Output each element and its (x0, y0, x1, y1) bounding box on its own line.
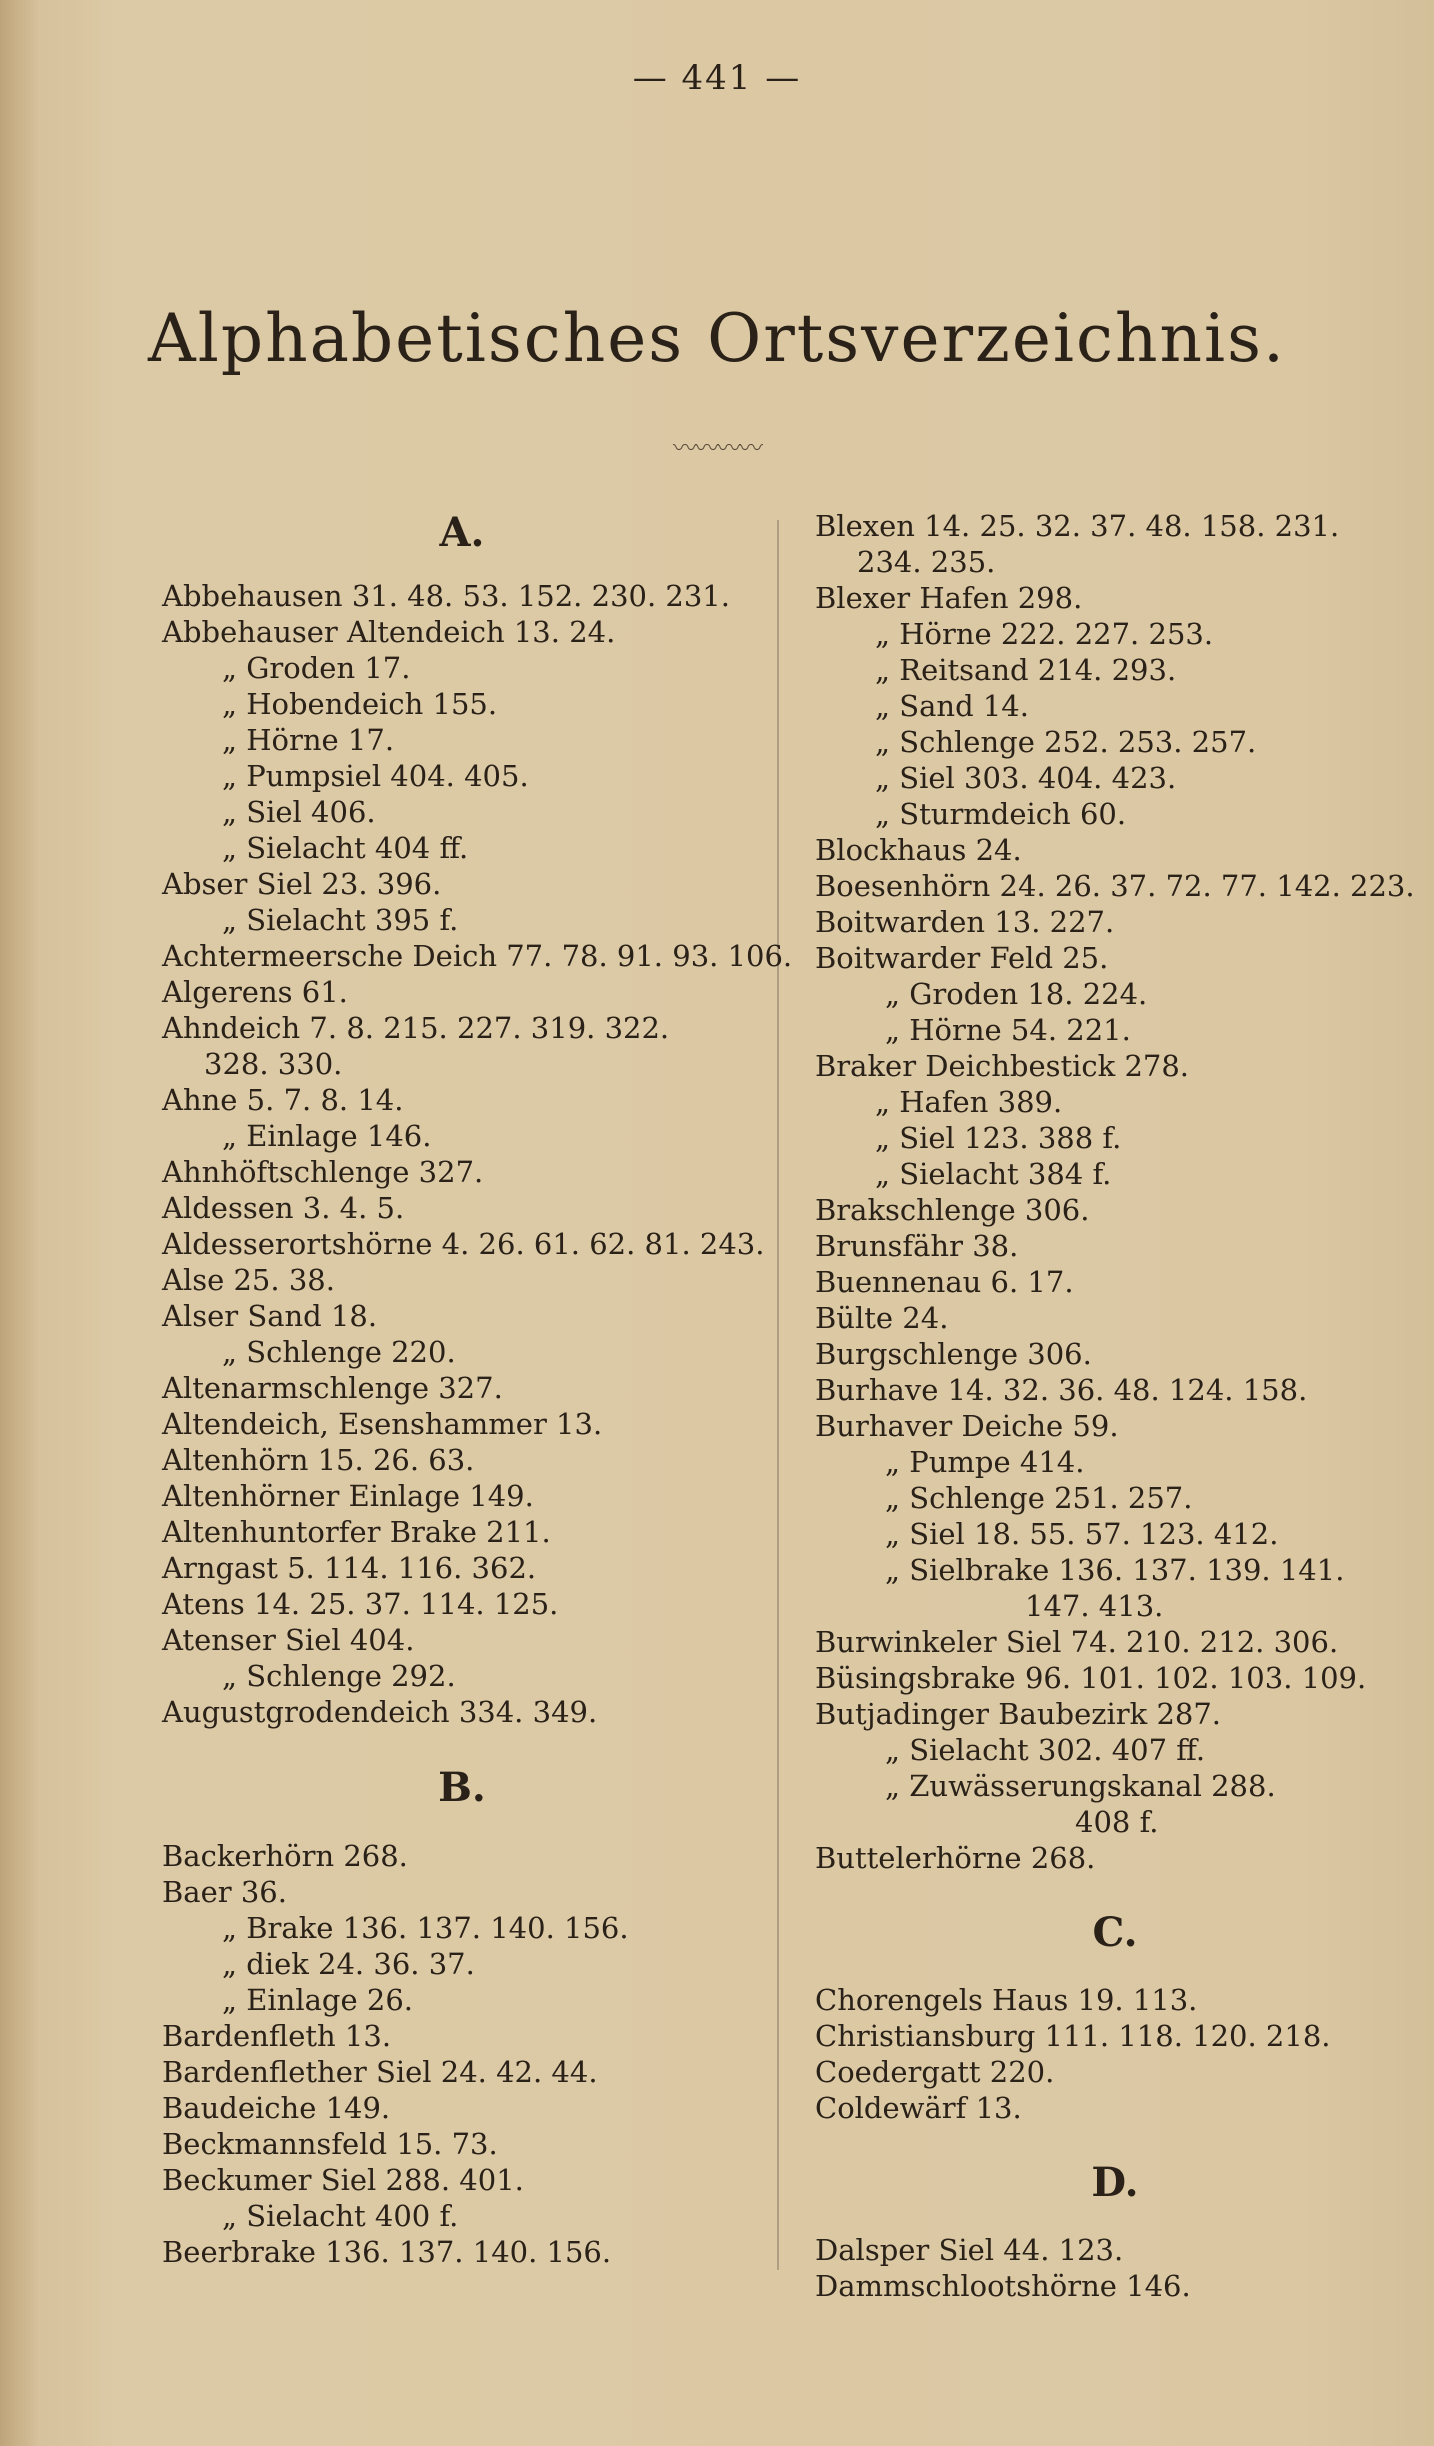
index-subentry: „ Einlage 26. (222, 1983, 413, 2017)
index-entry: Büsingsbrake 96. 101. 102. 103. 109. (815, 1661, 1367, 1695)
index-entry: Bardenflether Siel 24. 42. 44. (162, 2055, 598, 2089)
index-entry: Altendeich, Esenshammer 13. (162, 1407, 603, 1441)
index-entry: Christiansburg 111. 118. 120. 218. (815, 2019, 1331, 2053)
index-entry: Alser Sand 18. (162, 1299, 378, 1333)
index-entry: Burgschlenge 306. (815, 1337, 1092, 1371)
index-entry: Burwinkeler Siel 74. 210. 212. 306. (815, 1625, 1339, 1659)
page-number: — 441 — (632, 58, 802, 98)
section-letter-heading: B. (438, 1764, 486, 1811)
index-subentry: „ Hörne 222. 227. 253. (875, 617, 1214, 651)
index-entry: Dammschlootshörne 146. (815, 2269, 1191, 2303)
index-subentry: „ Siel 303. 404. 423. (875, 761, 1177, 795)
index-entry: Augustgrodendeich 334. 349. (162, 1695, 598, 1729)
index-subentry: „ Siel 123. 388 f. (875, 1121, 1122, 1155)
index-entry: Beckumer Siel 288. 401. (162, 2163, 524, 2197)
index-entry: Buttelerhörne 268. (815, 1841, 1096, 1875)
index-subentry: „ Siel 406. (222, 795, 376, 829)
index-entry: Algerens 61. (162, 975, 348, 1009)
index-subentry: „ Zuwässerungskanal 288. (885, 1769, 1276, 1803)
index-subentry: „ Brake 136. 137. 140. 156. (222, 1911, 629, 1945)
page-title: Alphabetisches Ortsverzeichnis. (148, 300, 1286, 377)
index-subentry: „ Sielacht 302. 407 ff. (885, 1733, 1206, 1767)
index-entry: Boesenhörn 24. 26. 37. 72. 77. 142. 223. (815, 869, 1415, 903)
index-entry: Braker Deichbestick 278. (815, 1049, 1190, 1083)
section-letter-heading: C. (1092, 1909, 1138, 1956)
index-subentry: „ Reitsand 214. 293. (875, 653, 1177, 687)
index-entry: Burhaver Deiche 59. (815, 1409, 1119, 1443)
index-entry: Arngast 5. 114. 116. 362. (162, 1551, 537, 1585)
index-entry: Butjadinger Baubezirk 287. (815, 1697, 1222, 1731)
index-entry: Coedergatt 220. (815, 2055, 1055, 2089)
index-entry: Abser Siel 23. 396. (162, 867, 442, 901)
index-entry: Boitwarder Feld 25. (815, 941, 1109, 975)
index-entry: Brakschlenge 306. (815, 1193, 1090, 1227)
index-entry: Alse 25. 38. (162, 1263, 335, 1297)
index-subentry: „ Pumpsiel 404. 405. (222, 759, 529, 793)
index-subentry: „ Hafen 389. (875, 1085, 1063, 1119)
index-subentry: 234. 235. (857, 545, 996, 579)
index-subentry: „ Schlenge 251. 257. (885, 1481, 1193, 1515)
index-entry: Aldesserortshörne 4. 26. 61. 62. 81. 243. (162, 1227, 765, 1261)
index-subentry: „ Schlenge 292. (222, 1659, 456, 1693)
index-entry: Ahndeich 7. 8. 215. 227. 319. 322. (162, 1011, 670, 1045)
index-subentry: „ Sielacht 404 ff. (222, 831, 469, 865)
title-ornament: 〰〰〰〰 (673, 434, 761, 462)
index-entry: Bülte 24. (815, 1301, 949, 1335)
index-entry: Burhave 14. 32. 36. 48. 124. 158. (815, 1373, 1308, 1407)
index-subentry: „ Sand 14. (875, 689, 1029, 723)
index-entry: Aldessen 3. 4. 5. (162, 1191, 405, 1225)
index-subentry: „ Groden 18. 224. (885, 977, 1148, 1011)
index-subentry: „ Hörne 17. (222, 723, 395, 757)
index-entry: Bardenfleth 13. (162, 2019, 392, 2053)
index-entry: Buennenau 6. 17. (815, 1265, 1074, 1299)
index-subentry: „ Sielacht 384 f. (875, 1157, 1112, 1191)
index-subentry: 328. 330. (204, 1047, 343, 1081)
index-entry: Blexen 14. 25. 32. 37. 48. 158. 231. (815, 509, 1340, 543)
index-entry: Altenhörner Einlage 149. (162, 1479, 534, 1513)
index-entry: Abbehauser Altendeich 13. 24. (162, 615, 616, 649)
index-subentry: „ Hobendeich 155. (222, 687, 498, 721)
index-subentry: „ Siel 18. 55. 57. 123. 412. (885, 1517, 1279, 1551)
index-entry: Backerhörn 268. (162, 1839, 408, 1873)
index-entry: Beerbrake 136. 137. 140. 156. (162, 2235, 612, 2269)
index-entry: Beckmannsfeld 15. 73. (162, 2127, 498, 2161)
index-subentry: „ Hörne 54. 221. (885, 1013, 1131, 1047)
index-subentry: „ Sielbrake 136. 137. 139. 141. (885, 1553, 1345, 1587)
index-subentry: „ Sielacht 400 f. (222, 2199, 459, 2233)
index-entry: Atens 14. 25. 37. 114. 125. (162, 1587, 559, 1621)
index-entry: Atenser Siel 404. (162, 1623, 415, 1657)
index-entry: Blockhaus 24. (815, 833, 1022, 867)
index-entry: Chorengels Haus 19. 113. (815, 1983, 1198, 2017)
index-entry: Abbehausen 31. 48. 53. 152. 230. 231. (162, 579, 730, 613)
index-subentry: „ Schlenge 220. (222, 1335, 456, 1369)
section-letter-heading: A. (439, 509, 485, 556)
section-letter-heading: D. (1091, 2159, 1139, 2206)
index-subentry: „ diek 24. 36. 37. (222, 1947, 475, 1981)
index-entry: Baer 36. (162, 1875, 287, 1909)
index-entry: Altenhörn 15. 26. 63. (162, 1443, 475, 1477)
index-entry: Boitwarden 13. 227. (815, 905, 1115, 939)
index-subentry: „ Einlage 146. (222, 1119, 432, 1153)
index-entry: Ahne 5. 7. 8. 14. (162, 1083, 404, 1117)
index-entry: Achtermeersche Deich 77. 78. 91. 93. 106. (162, 939, 793, 973)
index-entry: Ahnhöftschlenge 327. (162, 1155, 484, 1189)
index-entry: Altenarmschlenge 327. (162, 1371, 503, 1405)
index-subentry: „ Pumpe 414. (885, 1445, 1085, 1479)
index-subentry: „ Sielacht 395 f. (222, 903, 459, 937)
index-entry: Coldewärf 13. (815, 2091, 1022, 2125)
index-subentry: „ Schlenge 252. 253. 257. (875, 725, 1257, 759)
index-subentry: 147. 413. (1025, 1589, 1164, 1623)
index-entry: Altenhuntorfer Brake 211. (162, 1515, 551, 1549)
index-entry: Blexer Hafen 298. (815, 581, 1083, 615)
index-entry: Brunsfähr 38. (815, 1229, 1019, 1263)
index-subentry: „ Groden 17. (222, 651, 411, 685)
index-entry: Baudeiche 149. (162, 2091, 391, 2125)
index-subentry: „ Sturmdeich 60. (875, 797, 1127, 831)
index-entry: Dalsper Siel 44. 123. (815, 2233, 1124, 2267)
index-subentry: 408 f. (1075, 1805, 1159, 1839)
